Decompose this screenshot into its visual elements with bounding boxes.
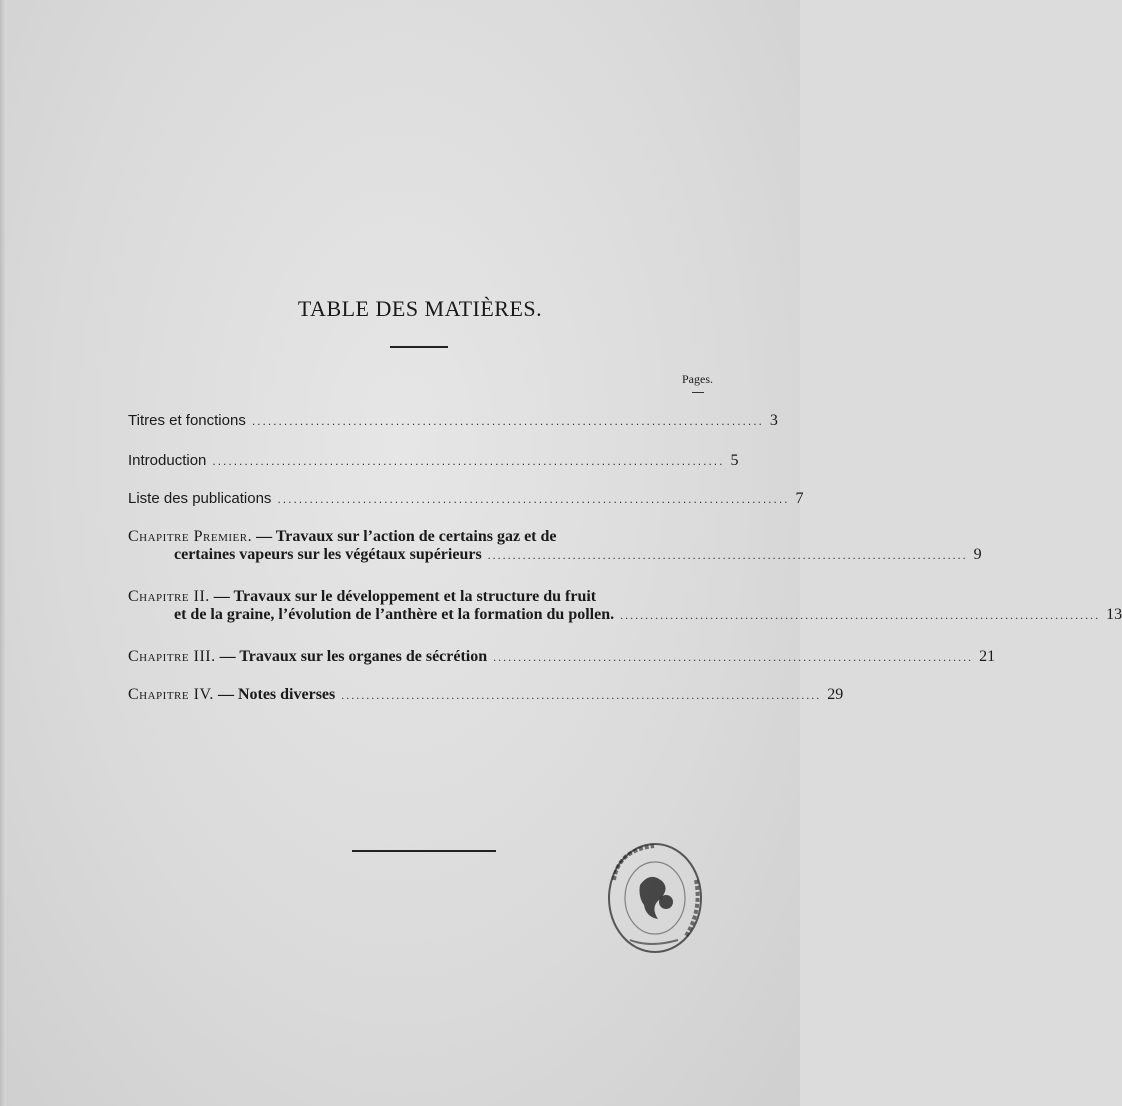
leader-dots: ................................................................................................ bbox=[212, 454, 725, 468]
leader-dots: ................................................................................................ bbox=[620, 608, 1101, 622]
toc-entry-page: 5 bbox=[730, 452, 739, 469]
pages-column-label: Pages. bbox=[682, 372, 713, 386]
leader-dots: ................................................................................................ bbox=[251, 414, 764, 428]
leader-dots: ................................................................................................ bbox=[341, 688, 822, 702]
toc-entry-label: Liste des publications bbox=[128, 490, 272, 507]
toc-entry-label: Introduction bbox=[128, 452, 207, 469]
chapter-heading: Chapitre III. bbox=[128, 648, 216, 665]
pages-label-dash bbox=[692, 392, 704, 393]
toc-entry bbox=[128, 452, 739, 470]
toc-entry bbox=[128, 490, 804, 508]
toc-entry-page: 7 bbox=[795, 490, 804, 507]
chapter-title-line2: et de la graine, l’évolution de l’anthère et la formation du pollen. bbox=[174, 606, 615, 623]
toc-entry-label: Titres et fonctions bbox=[128, 412, 246, 429]
closing-rule bbox=[352, 850, 496, 852]
toc-chapter-entry bbox=[128, 686, 844, 704]
leader-dots: ................................................................................................ bbox=[487, 548, 968, 562]
chapter-heading: Chapitre IV. bbox=[128, 686, 214, 703]
library-stamp-icon bbox=[600, 840, 710, 970]
toc-entry-page: 9 bbox=[973, 546, 982, 563]
page-title: TABLE DES MATIÈRES. bbox=[297, 296, 543, 321]
leader-dots: ................................................................................................ bbox=[493, 650, 974, 664]
leader-dots: ................................................................................................ bbox=[277, 492, 790, 506]
toc-entry-page: 21 bbox=[979, 648, 996, 665]
toc-entry-page: 13 bbox=[1106, 606, 1122, 623]
toc-entry-page: 3 bbox=[769, 412, 778, 429]
toc-chapter-entry bbox=[128, 648, 996, 666]
chapter-title-line1: — Travaux sur l’action de certains gaz et de bbox=[256, 528, 557, 545]
toc-chapter-entry bbox=[128, 588, 1122, 624]
chapter-title-line1: — Notes diverses bbox=[217, 686, 336, 703]
toc-chapter-entry bbox=[128, 528, 982, 564]
toc-entry bbox=[128, 412, 778, 430]
page-edge-shadow bbox=[0, 0, 6, 1106]
chapter-title-line1: — Travaux sur les organes de sécrétion bbox=[219, 648, 488, 665]
title-rule bbox=[390, 346, 448, 348]
toc-entry-page: 29 bbox=[827, 686, 844, 703]
chapter-title-line1: — Travaux sur le développement et la structure du fruit bbox=[213, 588, 597, 605]
chapter-heading: Chapitre II. bbox=[128, 588, 210, 605]
chapter-heading: Chapitre Premier. bbox=[128, 528, 253, 545]
chapter-title-line2: certaines vapeurs sur les végétaux supérieurs bbox=[174, 546, 482, 563]
